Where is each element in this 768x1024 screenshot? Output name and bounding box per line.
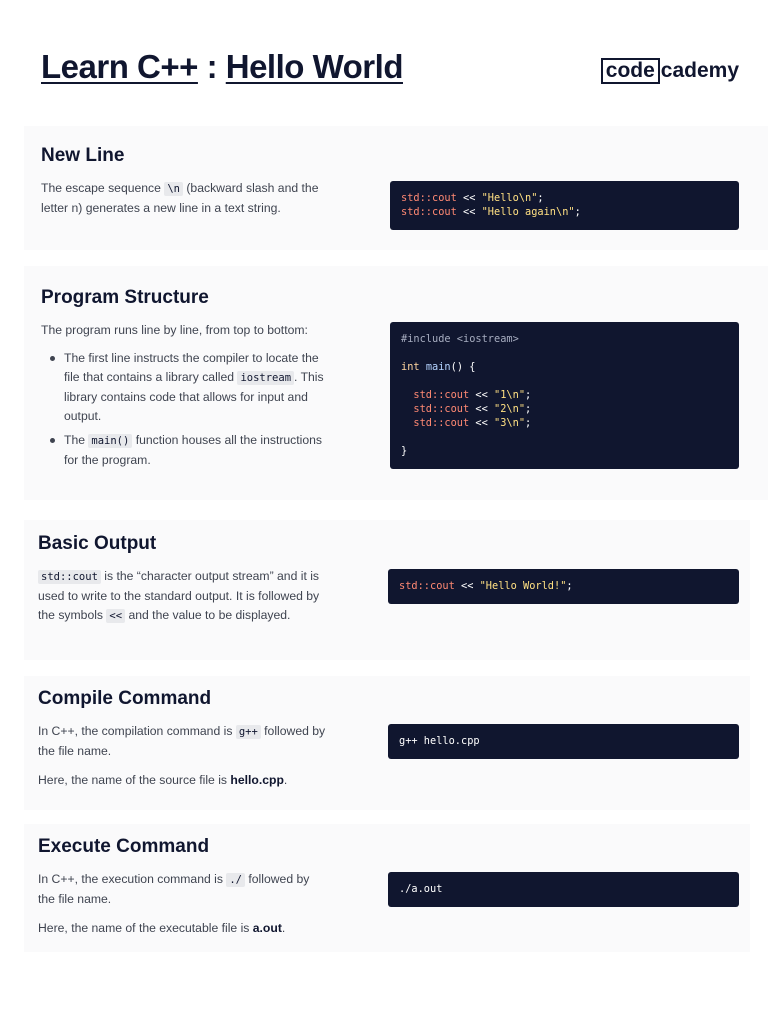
inline-code: main() [88,434,132,448]
title-topic[interactable]: Hello World [225,48,403,85]
code-line [401,416,728,430]
section-title: New Line [41,145,125,166]
code-token: std::cout [413,403,470,415]
code-token: << [454,580,480,592]
code-token: main [425,361,451,373]
section-text [38,567,323,636]
code-line [401,205,728,219]
code-token: << [456,192,482,204]
code-line [399,734,728,748]
bullet-list [41,349,326,470]
logo-code-box: code [601,58,660,84]
bold-text: hello.cpp [230,773,284,787]
code-token: "Hello\n" [481,192,538,204]
code-token: std::cout [399,580,455,592]
code-token: ./a.out [399,883,443,895]
inline-code: ./ [226,873,245,887]
code-token: "2\n" [494,403,526,415]
bold-text: a.out [252,921,282,935]
paragraph: Here, the name of the source file is hello.cpp. [38,773,288,787]
page-header [41,48,739,94]
code-token: << [469,389,495,401]
code-token: "Hello World!" [479,580,567,592]
list-item: The main() function houses all the instructions for the program. [41,431,326,470]
section-title: Program Structure [41,287,209,308]
code-token: ; [537,192,544,204]
code-token: ; [525,417,532,429]
list-item: The first line instructs the compiler to locate the file that contains a library called iostream . This library contains code that allows for input and output. [41,349,326,426]
code-line [401,402,728,416]
code-token [401,389,413,401]
code-token [401,403,413,415]
code-token: ; [574,206,581,218]
paragraph: In C++, the execution command is ./ followed by the file name. [38,872,310,906]
title-separator: : [197,48,226,85]
section-title: Execute Command [38,836,210,857]
section-intro: The program runs line by line, from top to bottom: [41,323,308,337]
title-course[interactable]: Learn C++ [41,48,198,85]
inline-code: iostream [237,371,294,385]
code-token: "3\n" [494,417,526,429]
code-token: #include <iostream> [401,333,519,345]
code-line [401,430,728,444]
code-block [388,569,739,604]
code-token: << [469,417,495,429]
code-block [388,872,739,907]
code-line [401,388,728,402]
section-title: Basic Output [38,533,157,554]
code-line [401,346,728,360]
section-text [38,870,328,948]
code-token: } [401,445,408,457]
section-text [41,321,326,475]
code-token: ; [525,403,532,415]
inline-code: << [106,609,125,623]
inline-code: std::cout [38,570,101,584]
paragraph: The escape sequence \n (backward slash and the letter n) generates a new line in a text string. [41,181,319,215]
code-block [390,322,739,469]
inline-code: \n [164,182,183,196]
logo-text: cademy [660,59,739,82]
code-token: std::cout [401,206,457,218]
code-line [401,360,728,374]
paragraph: Here, the name of the executable file is a.out. [38,921,286,935]
paragraph: std::cout is the “character output stream” and it is used to write to the standard output. It is followed by the symbols << and the value to be displayed. [38,569,320,622]
code-line [401,332,728,346]
code-block [388,724,739,759]
code-token: std::cout [413,389,470,401]
codecademy-logo[interactable] [601,58,739,84]
code-line [401,374,728,388]
paragraph: In C++, the compilation command is g++ followed by the file name. [38,724,326,758]
code-token: () { [450,361,476,373]
code-token: int [401,361,426,373]
code-token: std::cout [401,192,457,204]
code-line [401,444,728,458]
code-block [390,181,739,230]
section-text [41,179,331,228]
code-token: ; [566,580,573,592]
code-token: << [456,206,482,218]
code-token: "Hello again\n" [481,206,575,218]
code-line [401,191,728,205]
code-line [399,579,728,593]
code-line [399,882,728,896]
inline-code: g++ [236,725,261,739]
code-token: ; [525,389,532,401]
page-title [41,48,403,86]
code-token [401,417,413,429]
code-token: std::cout [413,417,470,429]
code-token: g++ hello.cpp [399,735,480,747]
section-text [38,722,328,800]
code-token: "1\n" [494,389,526,401]
section-title: Compile Command [38,688,212,709]
code-token: << [469,403,495,415]
